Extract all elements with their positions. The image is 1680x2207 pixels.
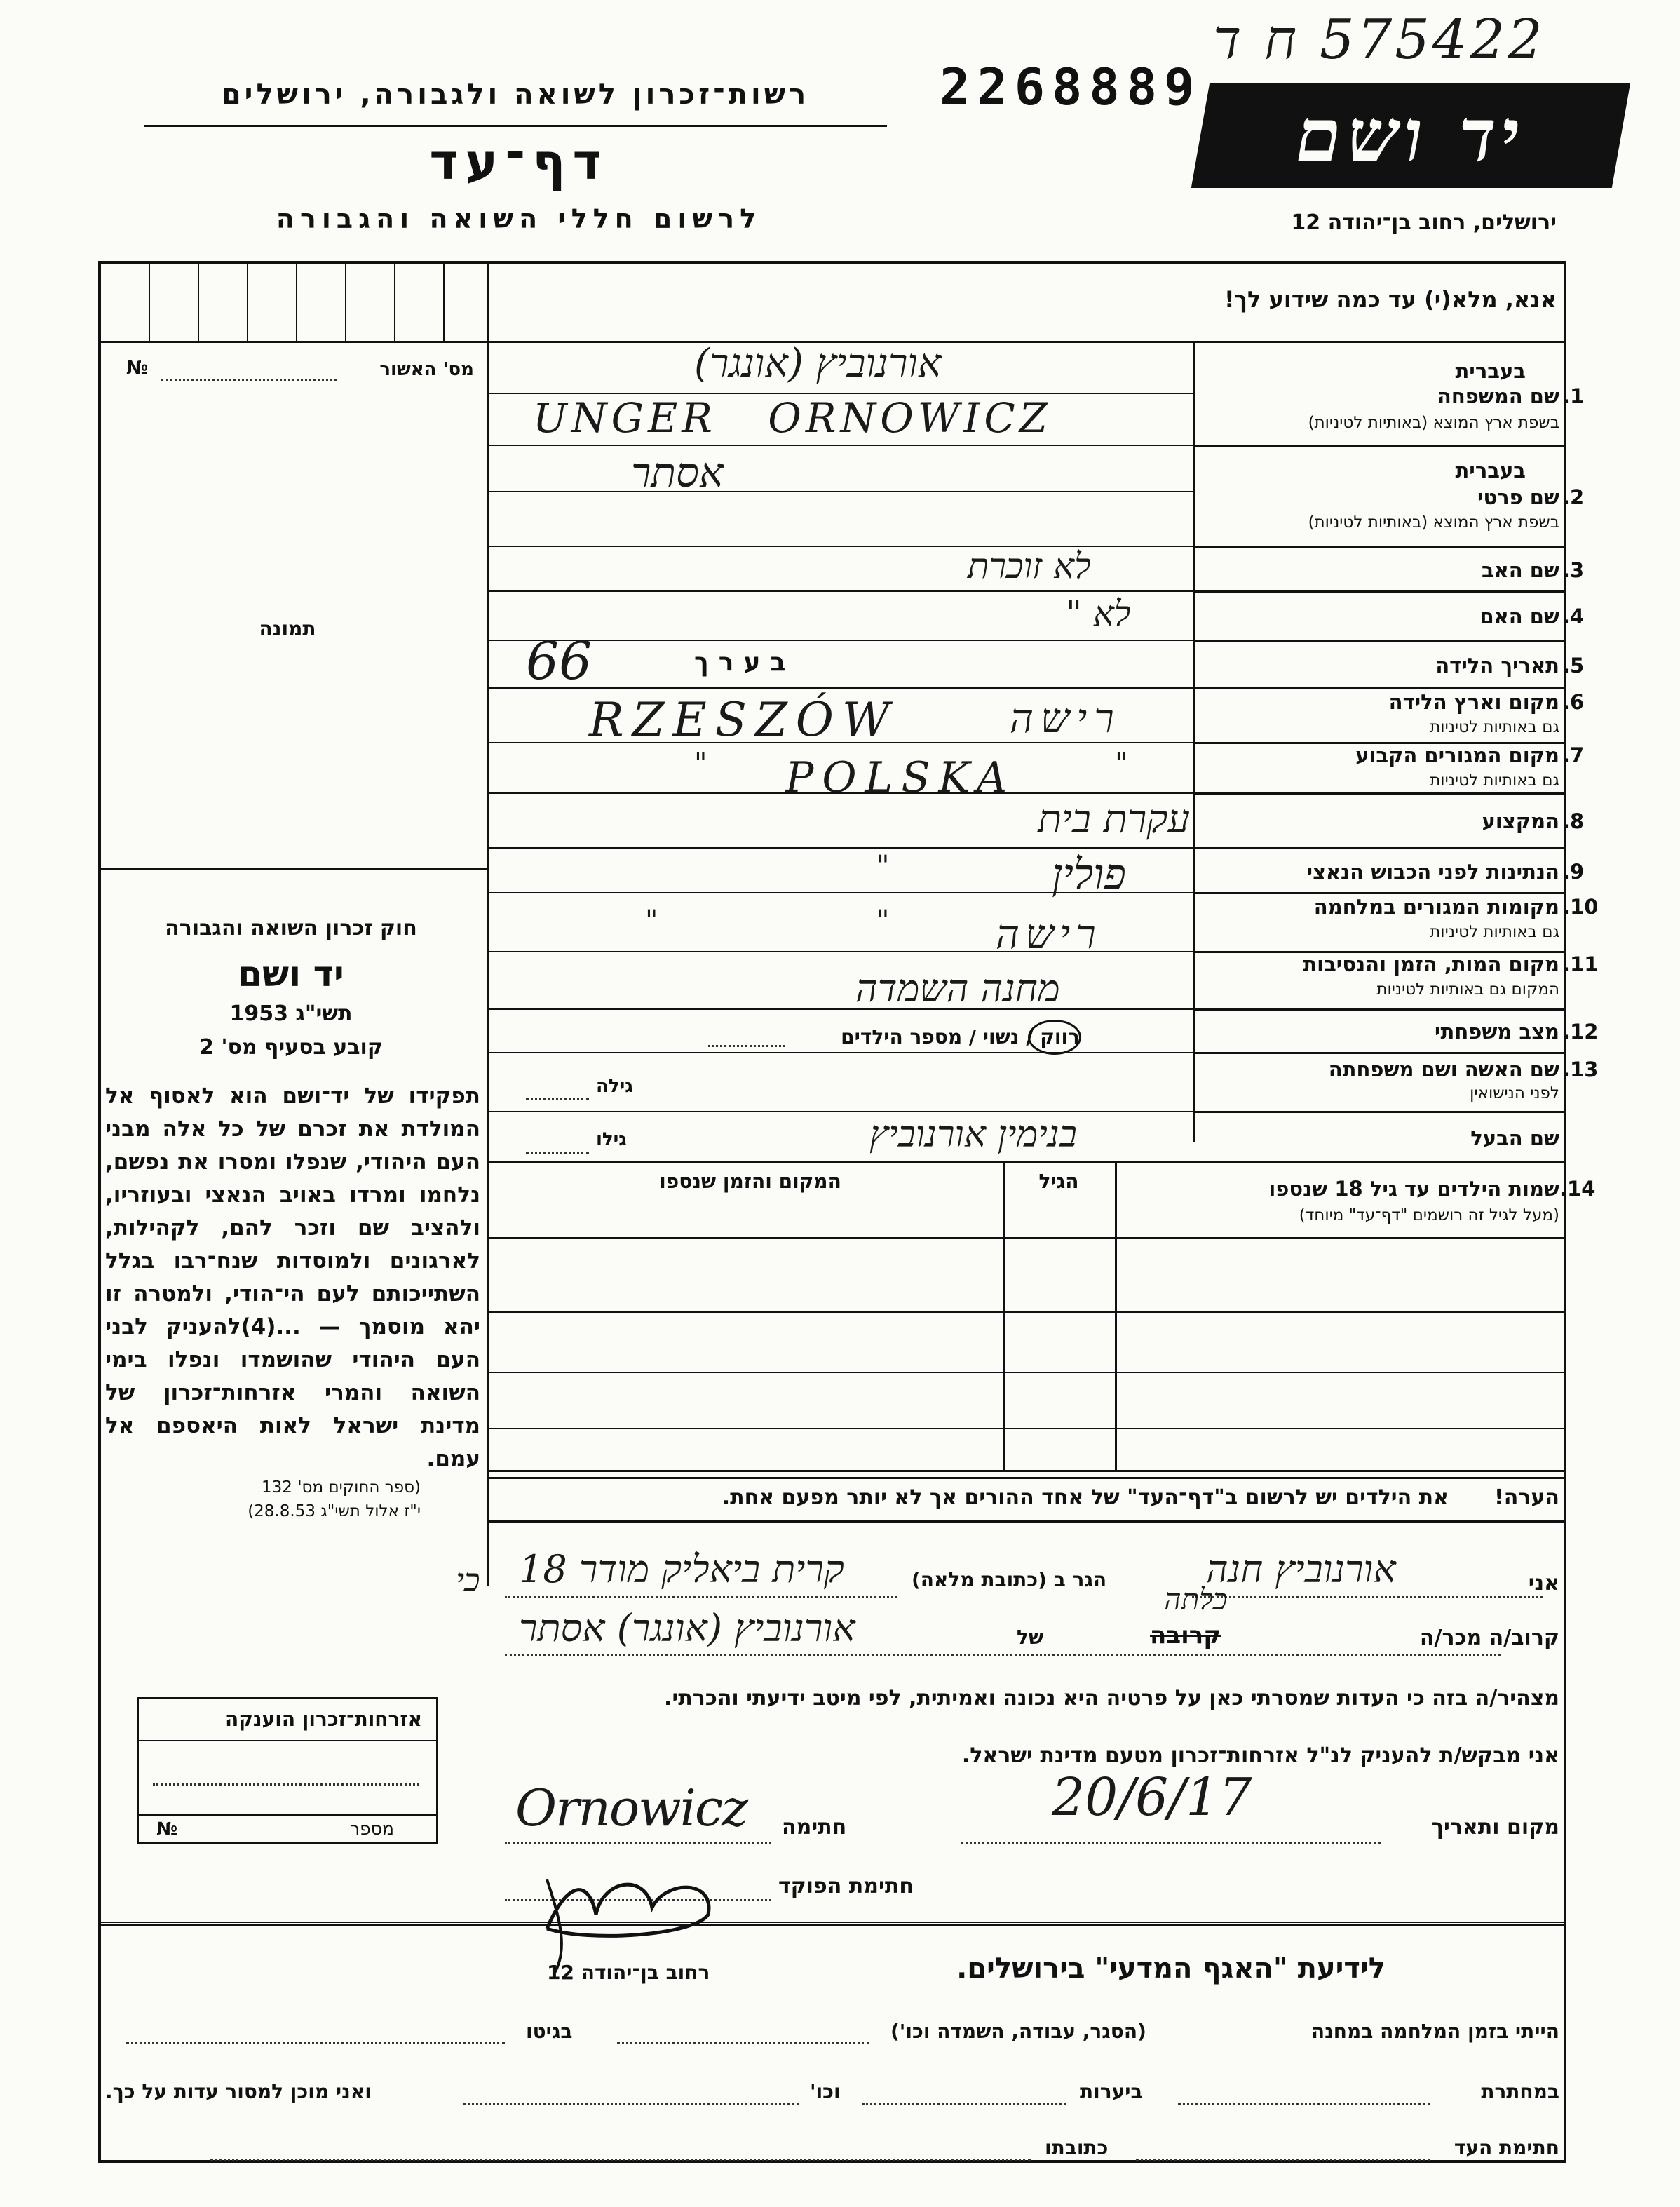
field-8-number: 8. [1562,809,1585,833]
children-table-bottom [487,1470,1566,1472]
remark-text: את הילדים יש לרשום ב"דף־העד" של אחד ההורים אך לא יותר מפעם אחת. [722,1485,1449,1510]
field-6-number: 6. [1562,690,1585,714]
field-2-value: אסתר [631,449,724,497]
field-4-value: לא " [1066,593,1131,634]
field-7-number: 7. [1562,743,1585,767]
intro-row-bottom [487,341,1566,343]
remark-top [487,1477,1566,1479]
field-11-label: מקום המות, הזמן והנסיבות [1303,952,1559,976]
field-9-label: הנתינות לפני הכבוש הנאצי [1306,860,1559,884]
photo-box-bottom [100,868,487,870]
org-underline [144,125,887,127]
declaration-of-value: אורנוביץ (אונגר) אסתר [519,1606,855,1650]
declaration-of-line [505,1654,1501,1656]
handwritten-reference: 575422 ח ד [1213,8,1545,72]
footer-title: לידיעת "האגף המדעי" בירושלים. [956,1952,1386,1985]
children-col-divider-1 [1115,1161,1117,1470]
field-6-value-latin: RZESZÓW [589,693,898,747]
footer-line2-b: ביערות [1080,2080,1143,2103]
field-11-value: מחנה השמדה [855,966,1060,1011]
footer-line3-b: כתובתו [1045,2136,1109,2159]
field-2-sub: בשפת ארץ המוצא (באותיות לטיניות) [1308,513,1559,532]
approval-boxes [100,262,487,341]
law-year: תשי"ג 1953 [229,1001,353,1026]
children-header-bottom [487,1237,1566,1239]
field-10-ditto-left: " [645,905,658,937]
field-13-label: שם האשה ושם משפחתה [1328,1058,1559,1081]
field-3-value: לא זוכרת [968,546,1091,586]
field-5-label: תאריך הלידה [1435,654,1559,677]
left-column-divider [487,261,489,1586]
field-10-label: מקומות המגורים במלחמה [1313,895,1559,919]
field-9-ditto: " [876,850,890,882]
law-section: קובע בסעיף מס' 2 [199,1035,383,1060]
footer-line3-dots2 [210,2159,1031,2161]
declaration-place-date-label: מקום ותאריך [1431,1815,1559,1840]
children-number: 14. [1559,1177,1596,1201]
field-3-number: 3. [1562,558,1585,582]
field-9-number: 9. [1562,860,1585,884]
footer-line1-c: בגיטו [526,2020,573,2043]
field-10-ditto-mid: " [876,905,890,937]
declaration-resides-line [505,1596,897,1598]
field-12-dotline [708,1045,785,1047]
declaration-resides-extra: כי [456,1561,480,1599]
field-11-number: 11. [1562,952,1599,976]
children-note: (מעל לגיל זה רושמים "דף־עד" מיוחד) [1299,1206,1559,1224]
husband-value: בנימין אורנוביץ [869,1114,1077,1156]
declaration-resides-label: הגר ב (כתובת מלאה) [912,1568,1107,1591]
footer-line3-a: חתימת העד [1454,2136,1559,2159]
field-5-value-year: 66 [526,631,592,691]
law-name: יד ושם [238,954,344,994]
declaration-place-date-line [961,1842,1381,1844]
husband-age-label: גילו [596,1129,627,1150]
declaration-i-line [1192,1596,1543,1598]
children-age-col: הגיל [1038,1170,1079,1193]
citizenship-label: אזרחות־זכרון הוענקה [225,1708,422,1731]
field-10-value: רישה [996,910,1102,958]
declaration-officer-label: חתימת הפוקד [778,1874,914,1898]
field-7-ditto-right: " [1115,748,1128,780]
field-8-value: עקרת בית [1038,797,1190,842]
field-2-number: 2. [1562,485,1585,509]
field-12-label: מצב משפחתי [1434,1020,1559,1044]
yad-vashem-logo: יד ושם [1191,83,1630,188]
approval-row-bottom [100,341,487,343]
footer-line2-dots3 [463,2103,799,2105]
field-12-circle [1028,1020,1081,1055]
husband-label: שם הבעל [1470,1126,1559,1150]
declaration-i-value: אורנוביץ חנה [1206,1547,1396,1591]
field-1-number: 1. [1562,384,1585,408]
field-7-label: מקום המגורים הקבוע [1355,743,1559,767]
citizenship-number-label: מספר [350,1818,394,1839]
field-10-number: 10. [1562,895,1599,919]
field-7-ditto-left: " [694,748,707,780]
approval-no-sign: № [126,358,149,379]
citizenship-box [137,1697,438,1844]
remark-label: הערה! [1494,1485,1559,1510]
footer-separator [100,1922,1565,1926]
photo-label: תמונה [259,617,316,640]
footer-line1-b: (הסגר, עבודה, השמדה וכו') [890,2020,1146,2043]
footer-line1-dots2 [126,2042,505,2044]
field-6-label: מקום וארץ הלידה [1388,690,1559,714]
citizenship-no-sign: № [156,1818,178,1839]
footer-address: רחוב בן־יהודה 12 [547,1961,710,1984]
footer-line1-a: הייתי בזמן המלחמה במחנה [1310,2020,1559,2043]
footer-line2-a: במחתרת [1481,2080,1559,2103]
declaration-of-label: של [1017,1626,1044,1649]
field-3-label: שם האב [1481,558,1559,582]
form-subtitle: לרשום חללי השואה והגבורה [276,203,762,234]
footer-line3-dots [1136,2159,1430,2161]
field-6-value-hebrew: רישה [1010,694,1121,742]
field-8-label: המקצוע [1482,809,1559,833]
archive-number: 2268889 [940,58,1202,116]
footer-line2-c: וכו' [810,2080,841,2103]
remark-bottom [487,1520,1566,1523]
children-place-col: המקום והזמן שנספו [659,1170,841,1193]
field-11-sub: המקום גם באותיות לטיניות [1376,980,1559,999]
header-address: ירושלים, רחוב בן־יהודה 12 [1291,210,1557,235]
field-7-value-latin: POLSKA [785,753,1016,802]
law-date: י"ז אלול תשי"ג 28.8.53) [248,1502,421,1520]
declaration-i-label: אני [1528,1571,1559,1595]
children-col-divider-2 [1003,1161,1005,1470]
field-10-sub: גם באותיות לטיניות [1430,923,1559,941]
field-12-value: רווק / נשוי / מספר הילדים [841,1025,1080,1048]
form-title: דף־עד [429,133,609,191]
declaration-resides-value: קרית ביאליק מודר 18 [519,1547,844,1591]
approval-label: מס' האשור [379,359,474,380]
field-5-value-approx: בערך [694,648,796,677]
field-13-age-dotline [526,1098,589,1100]
field-12-number: 12. [1562,1020,1599,1044]
field-13-number: 13. [1562,1058,1599,1081]
declaration-relation-struck: קרובה [1150,1621,1221,1649]
footer-line2-dots2 [862,2103,1066,2105]
field-5-number: 5. [1562,654,1585,677]
field-1-label: שם המשפחה [1437,384,1559,408]
field-7-sub: גם באותיות לטיניות [1430,771,1559,790]
children-title: שמות הילדים עד גיל 18 שנספו [1268,1177,1559,1201]
field-1-value-hebrew: אורנוביץ (אונגר) [694,341,942,386]
declaration-place-date-value: 20/6/17 [1052,1767,1252,1828]
approval-dotline [161,379,337,381]
declaration-relation-label: קרוב/ה מכר/ה [1419,1626,1559,1650]
officer-signature-scribble [505,1837,736,1978]
field-9-value: פולין [1052,850,1126,899]
declaration-signature-value: Ornowicz [515,1779,747,1837]
intro-text: אנא, מלא(י) עד כמה שידוע לך! [1224,286,1557,313]
husband-age-dotline [526,1152,589,1154]
field-6-sub: גם באותיות לטיניות [1430,718,1559,736]
field-1-tag: בעברית [1455,359,1526,383]
field-2-label: שם פרטי [1477,485,1559,509]
field-4-number: 4. [1562,605,1585,628]
field-1-value-latin: UNGER ORNOWICZ [533,394,1052,442]
declaration-affirm: מצהיר/ה בזה כי העדות שמסרתי כאן על פרטיה היא נכונה ואמיתית, לפי מיטב ידיעתי והכרתי. [664,1686,1559,1710]
declaration-request: אני מבקש/ת להעניק לנ"ל אזרחות־זכרון מטעם מדינת ישראל. [961,1743,1559,1768]
declaration-relation-written: כלתה [1164,1582,1228,1617]
law-book: (ספר החוקים מס' 132 [262,1478,421,1497]
field-4-label: שם האם [1479,605,1559,628]
field-13-sub: לפני הנישואין [1470,1084,1559,1102]
field-2-tag: בעברית [1455,459,1526,482]
footer-line1-dots [617,2042,869,2044]
field-1-sub: בשפת ארץ המוצא (באותיות לטיניות) [1308,414,1559,432]
footer-line2-dots [1178,2103,1430,2105]
declaration-signature-label: חתימה [782,1815,847,1840]
org-name: רשות־זכרון לשואה ולגבורה, ירושלים [221,79,810,111]
law-title: חוק זכרון השואה והגבורה [165,916,417,940]
footer-line2-d: ואני מוכן למסור עדות על כך. [105,2080,372,2103]
label-column-divider [1193,341,1195,1142]
field-13-age-label: גילה [596,1076,633,1097]
law-text: תפקידו של יד־ושם הוא לאסוף אל המולדת את זכרם של כל אלה מבני העם היהודי, שנפלו ומסרו את נפשם, נלחמו ומרדו באויב הנאצי ובעוזריו, ולהציב שם וזכר להם, לקהילות, לארגונים ולמוסדות שנח־רבו בגלל השתייכותם לעם הי־הודי, ולמטרה זו יהא מוסמך — ...(4)להעניק לבני העם היהודי שהושמדו ונפלו בימי השואה והמרי אזרחות־זכרון של מדינת ישראל לאות היאספם אל עמם. [105,1084,480,1471]
